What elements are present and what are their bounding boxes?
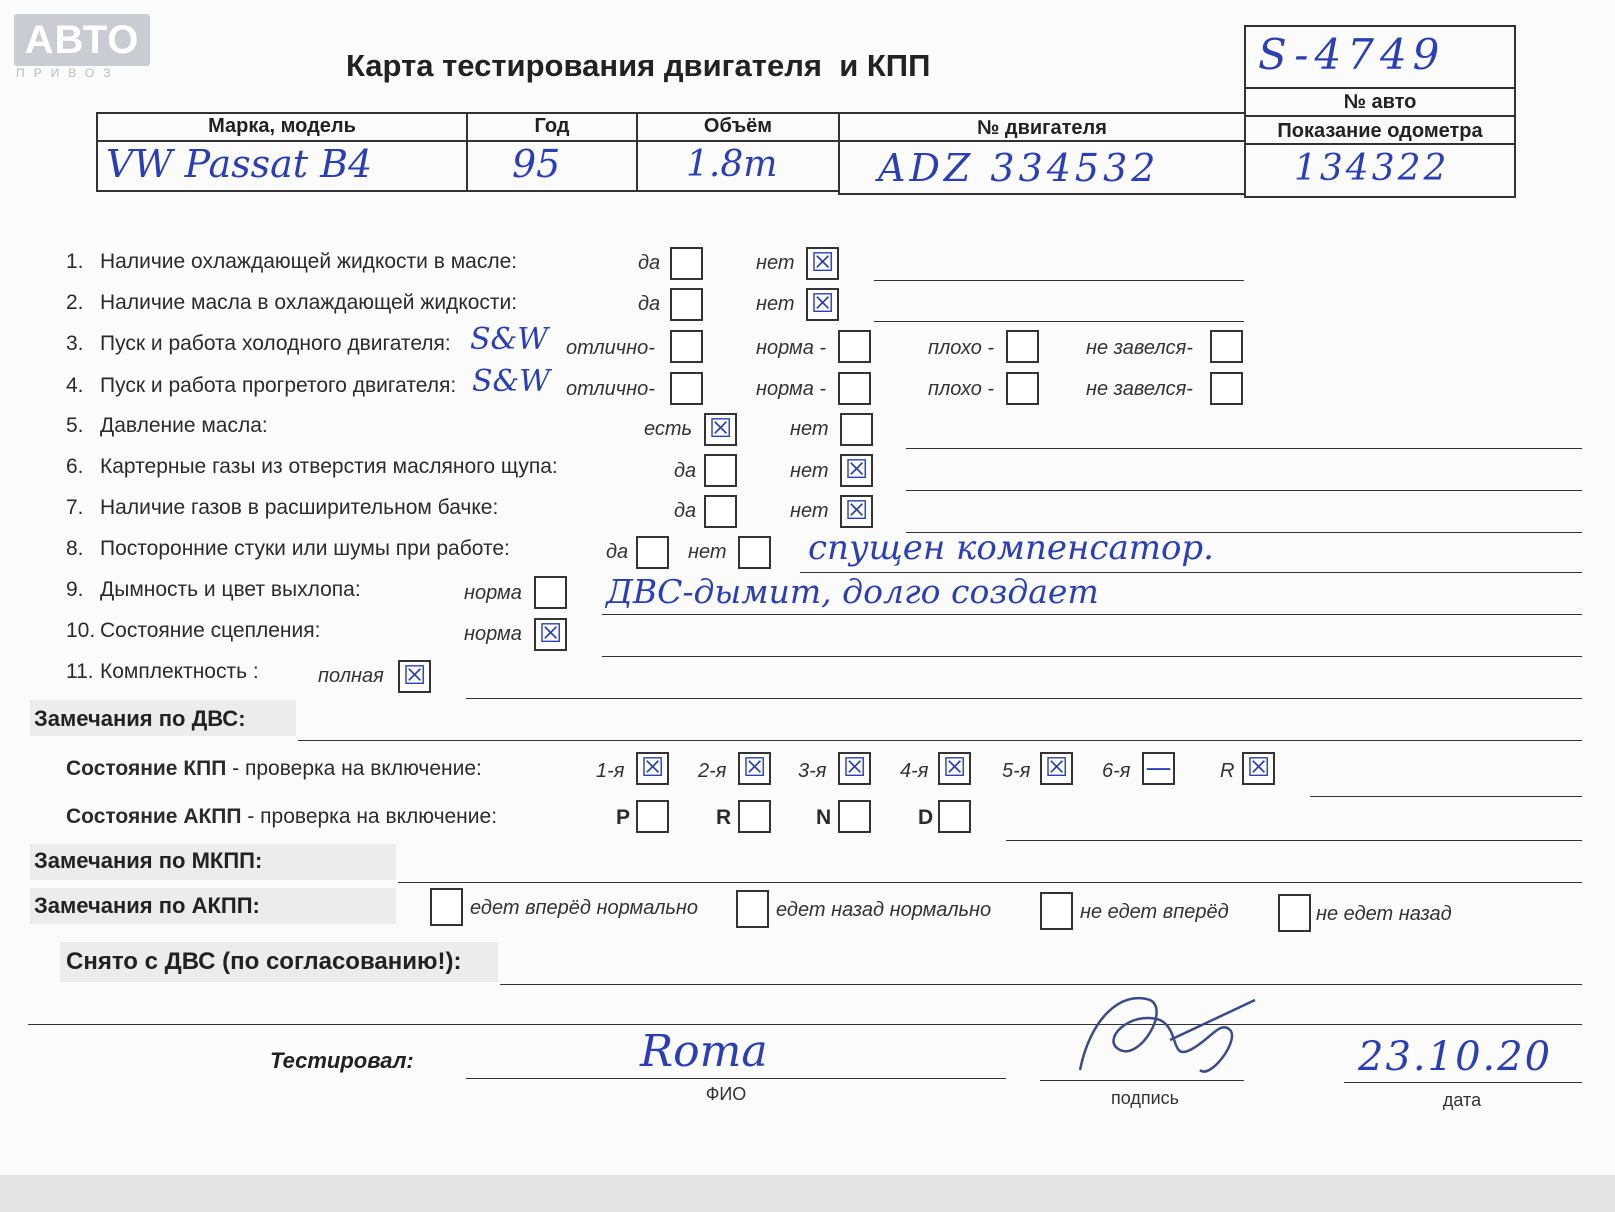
- test-date: 23.10.20: [1358, 1034, 1553, 1080]
- header-model-label: Марка, модель: [208, 115, 356, 137]
- item-3-opt-nostart-label: не завелся-: [1086, 337, 1193, 359]
- kpp-gear-r-label: R: [1220, 760, 1235, 782]
- header-volume-label: Объём: [703, 115, 773, 137]
- item-8-note: спущен компенсатор.: [808, 528, 1214, 568]
- remarks-mkpp-line: [398, 882, 1582, 883]
- item-6-checkbox-no[interactable]: ☒: [840, 454, 873, 487]
- remarks-dvs-line: [298, 740, 1582, 741]
- akpp-mode-r-checkbox[interactable]: [738, 800, 771, 833]
- item-1-note-line: [874, 280, 1244, 281]
- item-4-checkbox-excellent[interactable]: [670, 372, 703, 405]
- item-2-label: Наличие масла в охлаждающей жидкости:: [100, 291, 518, 314]
- header-odometer-label: Показание одометра: [1277, 120, 1483, 142]
- signature-line: [1040, 1080, 1244, 1081]
- akpp-label-bold: Состояние АКПП: [66, 805, 242, 828]
- kpp-gear-r-checkbox[interactable]: ☒: [1242, 752, 1275, 785]
- akpp-mode-d-checkbox[interactable]: [938, 800, 971, 833]
- logo: АВТО: [14, 14, 150, 66]
- akpp-no-forward-label: не едет вперёд: [1080, 901, 1229, 923]
- page-title: Карта тестирования двигателя и КПП: [346, 48, 931, 83]
- akpp-mode-r-label: R: [716, 806, 732, 829]
- tested-label: Тестировал:: [270, 1048, 414, 1073]
- item-3-opt-bad-label: плохо -: [928, 337, 995, 359]
- kpp-gear-2-label: 2-я: [698, 760, 727, 782]
- item-4-opt-normal-label: норма -: [756, 378, 827, 400]
- kpp-gear-5-label: 5-я: [1002, 760, 1031, 782]
- item-10-checkbox-normal[interactable]: ☒: [534, 618, 567, 651]
- akpp-no-reverse-checkbox[interactable]: [1278, 894, 1311, 932]
- item-7-checkbox-yes[interactable]: [704, 495, 737, 528]
- kpp-gear-3-label: 3-я: [798, 760, 827, 782]
- item-4-opt-bad-label: плохо -: [928, 378, 995, 400]
- item-2-checkbox-no[interactable]: ☒: [806, 288, 839, 321]
- kpp-gear-5-checkbox[interactable]: ☒: [1040, 752, 1073, 785]
- item-8-number: 8.: [66, 537, 84, 560]
- kpp-gear-6-label: 6-я: [1102, 760, 1131, 782]
- item-3-checkbox-bad[interactable]: [1006, 330, 1039, 363]
- item-3-note: S&W: [470, 322, 549, 357]
- item-8-opt-no-label: нет: [688, 541, 727, 563]
- akpp-mode-d-label: D: [918, 806, 934, 829]
- scan-background: [0, 1175, 1615, 1212]
- item-1-checkbox-no[interactable]: ☒: [806, 247, 839, 280]
- removed-label: [66, 948, 461, 976]
- item-11-checkbox-full[interactable]: ☒: [398, 660, 431, 693]
- akpp-note-line: [1006, 840, 1582, 841]
- item-3-opt-normal-label: норма -: [756, 337, 827, 359]
- item-5-opt-no-label: нет: [790, 418, 829, 440]
- item-6-note-line: [906, 490, 1582, 491]
- item-5-opt-yes-label: есть: [644, 418, 693, 440]
- item-5-label: Давление масла:: [100, 414, 268, 437]
- item-10-number: 10.: [66, 619, 96, 642]
- item-11-label: Комплектность :: [100, 660, 259, 683]
- car-number-label: № авто: [1343, 91, 1417, 113]
- kpp-gear-4-checkbox[interactable]: ☒: [938, 752, 971, 785]
- removed-label-rest: (по согласованию!):: [215, 948, 462, 975]
- kpp-gear-1-label: 1-я: [596, 760, 625, 782]
- item-7-checkbox-no[interactable]: ☒: [840, 495, 873, 528]
- akpp-mode-n-label: N: [816, 806, 832, 829]
- item-4-opt-nostart-label: не завелся-: [1086, 378, 1193, 400]
- item-8-checkbox-yes[interactable]: [636, 536, 669, 569]
- value-model: VW Passat B4: [106, 142, 373, 186]
- item-4-note: S&W: [472, 364, 551, 399]
- kpp-label: [66, 757, 482, 781]
- item-2-opt-no-label: нет: [756, 293, 795, 315]
- item-6-number: 6.: [66, 455, 84, 478]
- item-3-number: 3.: [66, 332, 84, 355]
- kpp-gear-6-checkbox[interactable]: —: [1142, 752, 1175, 785]
- date-caption: дата: [1442, 1090, 1482, 1110]
- item-6-checkbox-yes[interactable]: [704, 454, 737, 487]
- akpp-reverse-ok-label: едет назад нормально: [776, 899, 992, 921]
- item-1-label: Наличие охлаждающей жидкости в масле:: [100, 250, 518, 273]
- item-11-opt-full-label: полная: [318, 665, 384, 687]
- item-11-note-line: [466, 698, 1582, 699]
- value-odometer: 134322: [1294, 148, 1450, 189]
- item-5-note-line: [906, 448, 1582, 449]
- akpp-forward-ok-label: едет вперёд нормально: [470, 897, 699, 919]
- item-3-checkbox-normal[interactable]: [838, 330, 871, 363]
- item-4-opt-excellent-label: отлично-: [566, 378, 655, 400]
- item-8-checkbox-no[interactable]: [738, 536, 771, 569]
- item-9-label: Дымность и цвет выхлопа:: [100, 578, 361, 601]
- kpp-label-bold: Состояние КПП: [66, 757, 227, 780]
- akpp-mode-p-label: P: [616, 806, 631, 829]
- value-volume: 1.8m: [686, 144, 778, 185]
- removed-line: [500, 984, 1582, 985]
- akpp-mode-n-checkbox[interactable]: [838, 800, 871, 833]
- akpp-no-reverse-label: не едет назад: [1316, 903, 1452, 925]
- item-1-number: 1.: [66, 250, 84, 273]
- remarks-dvs-label: Замечания по ДВС:: [34, 706, 246, 731]
- header-engine-label: № двигателя: [977, 117, 1107, 139]
- item-6-opt-yes-label: да: [674, 460, 697, 482]
- item-2-note-line: [874, 321, 1244, 322]
- item-4-checkbox-nostart[interactable]: [1210, 372, 1243, 405]
- item-8-opt-yes-label: да: [606, 541, 629, 563]
- akpp-reverse-ok-checkbox[interactable]: [736, 890, 769, 928]
- item-10-note-line: [602, 656, 1582, 657]
- item-3-checkbox-excellent[interactable]: [670, 330, 703, 363]
- item-3-opt-excellent-label: отлично-: [566, 337, 655, 359]
- remarks-mkpp-label: Замечания по МКПП:: [34, 848, 263, 873]
- kpp-gear-2-checkbox[interactable]: ☒: [738, 752, 771, 785]
- item-9-opt-normal-label: норма: [464, 582, 522, 604]
- item-1-checkbox-yes[interactable]: [670, 247, 703, 280]
- item-2-number: 2.: [66, 291, 84, 314]
- akpp-mode-p-checkbox[interactable]: [636, 800, 669, 833]
- removed-label-bold: Снято с ДВС: [66, 948, 216, 975]
- item-1-opt-no-label: нет: [756, 252, 795, 274]
- item-9-note: ДВС-дымит, долго создает: [606, 572, 1099, 611]
- item-10-opt-normal-label: норма: [464, 623, 522, 645]
- item-2-opt-yes-label: да: [638, 293, 661, 315]
- akpp-label-rest: - проверка на включение:: [241, 805, 498, 828]
- item-11-number: 11.: [66, 660, 94, 683]
- item-7-number: 7.: [66, 496, 84, 519]
- item-9-note-line: [602, 614, 1582, 615]
- kpp-note-line: [1310, 796, 1582, 797]
- item-1-opt-yes-label: да: [638, 252, 661, 274]
- item-6-opt-no-label: нет: [790, 460, 829, 482]
- item-3-label: Пуск и работа холодного двигателя:: [100, 332, 451, 355]
- item-7-opt-no-label: нет: [790, 500, 829, 522]
- item-4-checkbox-normal[interactable]: [838, 372, 871, 405]
- akpp-label: [66, 805, 497, 829]
- item-8-label: Посторонние стуки или шумы при работе:: [100, 537, 510, 560]
- item-9-number: 9.: [66, 578, 84, 601]
- signature-caption: подпись: [1110, 1088, 1180, 1108]
- value-year: 95: [512, 142, 561, 186]
- item-5-checkbox-no[interactable]: [840, 413, 873, 446]
- kpp-gear-1-checkbox[interactable]: ☒: [636, 752, 669, 785]
- remarks-akpp-label: Замечания по АКПП:: [34, 893, 260, 918]
- item-2-checkbox-yes[interactable]: [670, 288, 703, 321]
- logo-subtitle: ПРИВОЗ: [16, 66, 120, 80]
- car-number-value: S-4749: [1258, 30, 1446, 79]
- item-6-label: Картерные газы из отверстия масляного щупа:: [100, 455, 558, 478]
- item-4-number: 4.: [66, 374, 84, 397]
- item-9-checkbox-normal[interactable]: [534, 576, 567, 609]
- fio-caption: ФИО: [705, 1084, 747, 1104]
- kpp-gear-4-label: 4-я: [900, 760, 929, 782]
- akpp-no-forward-checkbox[interactable]: [1040, 892, 1073, 930]
- akpp-forward-ok-checkbox[interactable]: [430, 888, 463, 926]
- tester-name-line: [466, 1078, 1006, 1079]
- tester-name: Roma: [640, 1026, 768, 1077]
- signature: [1060, 980, 1260, 1090]
- item-5-number: 5.: [66, 414, 84, 437]
- item-10-label: Состояние сцепления:: [100, 619, 321, 642]
- kpp-label-rest: - проверка на включение:: [226, 757, 482, 780]
- header-year-label: Год: [534, 115, 570, 137]
- item-7-label: Наличие газов в расширительном бачке:: [100, 496, 499, 519]
- item-4-checkbox-bad[interactable]: [1006, 372, 1039, 405]
- item-7-opt-yes-label: да: [674, 500, 697, 522]
- item-5-checkbox-yes[interactable]: ☒: [704, 413, 737, 446]
- item-4-label: Пуск и работа прогретого двигателя:: [100, 374, 457, 397]
- value-engine: ADZ 334532: [878, 146, 1160, 190]
- date-line: [1344, 1082, 1582, 1083]
- kpp-gear-3-checkbox[interactable]: ☒: [838, 752, 871, 785]
- item-3-checkbox-nostart[interactable]: [1210, 330, 1243, 363]
- separator-line: [28, 1024, 1582, 1025]
